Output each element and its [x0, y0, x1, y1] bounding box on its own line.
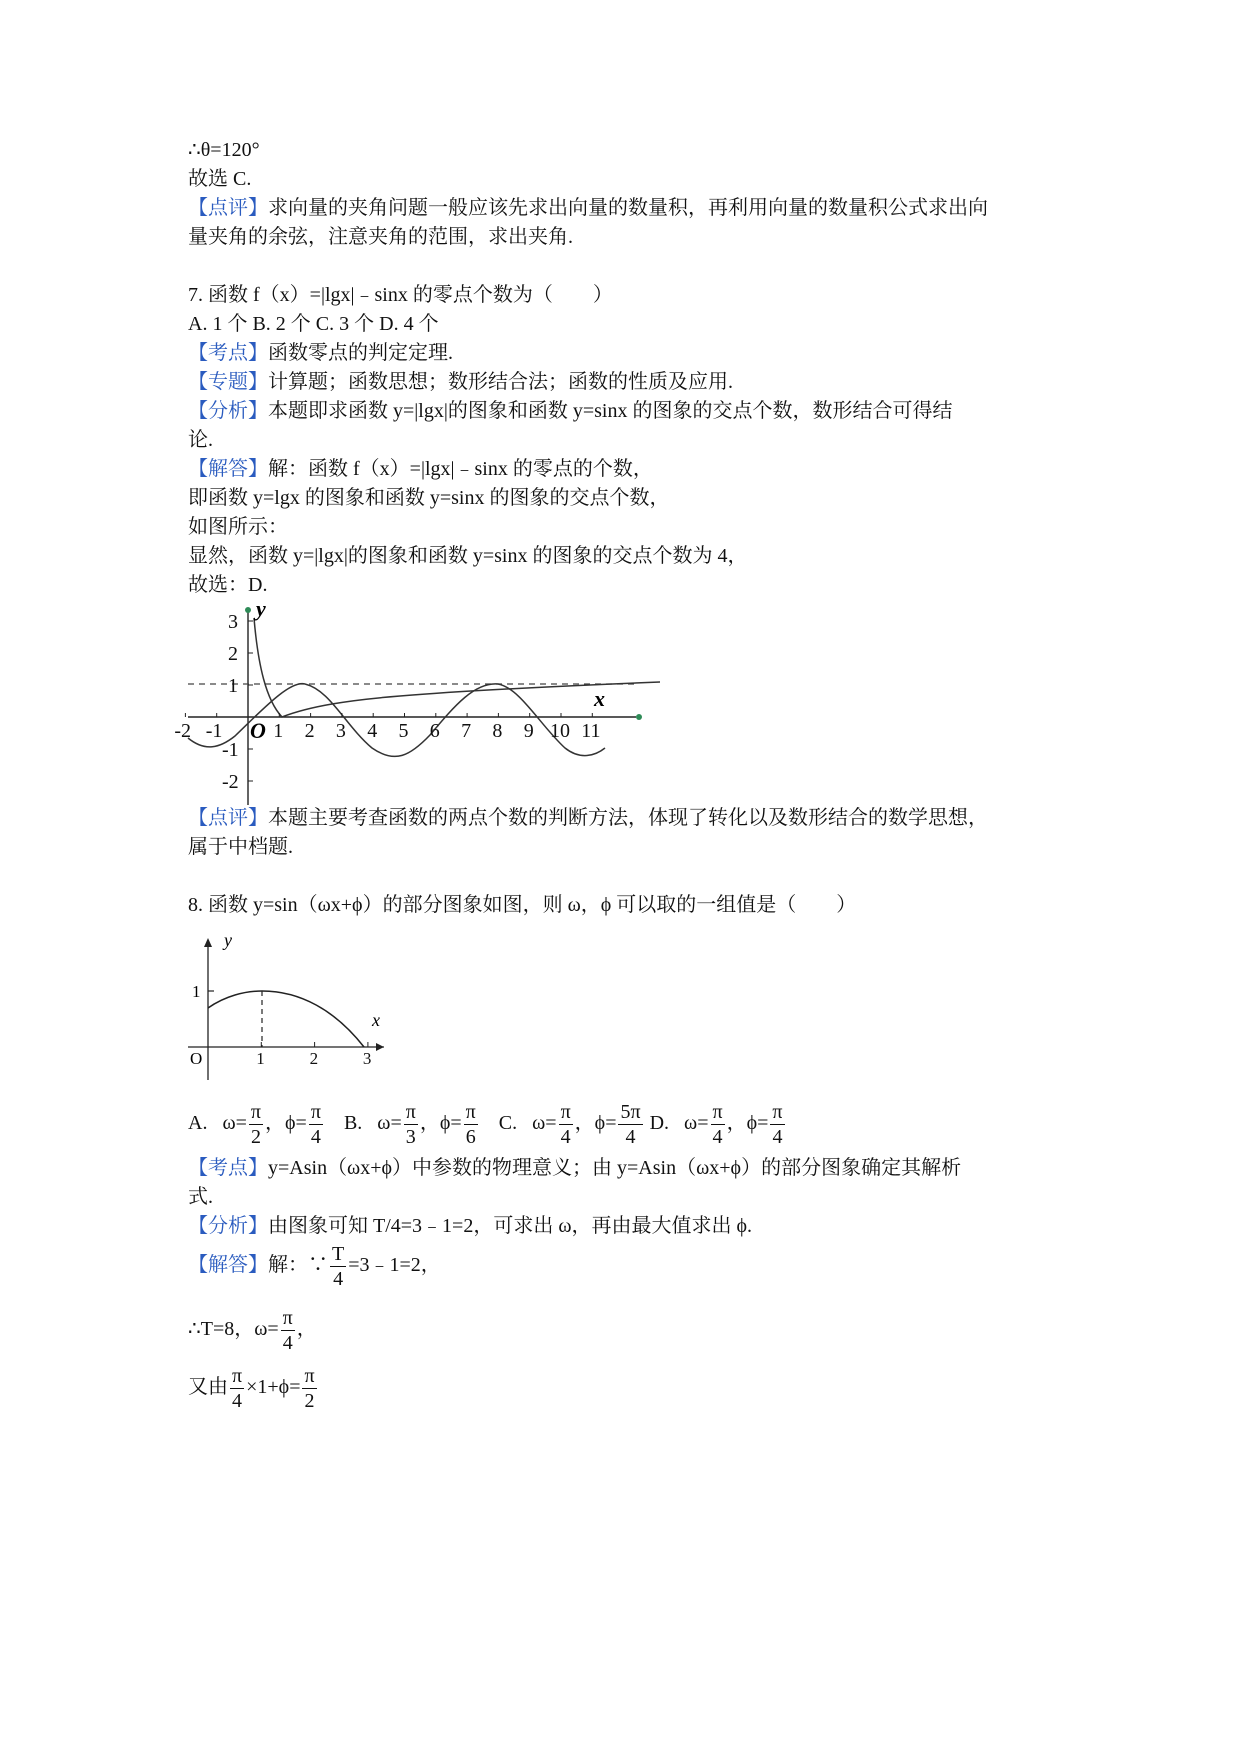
origin-label: O	[190, 1049, 203, 1068]
x-axis-label: x	[372, 1010, 380, 1030]
numerator: π	[465, 1100, 476, 1123]
fenxi-text: 由图象可知 T/4=3﹣1=2，可求出 ω，再由最大值求出 ϕ.	[268, 1215, 753, 1237]
kaodian-text: y=Asin（ωx+ϕ）中参数的物理意义；由 y=Asin（ωx+ϕ）的部分图象确定其解析	[268, 1157, 962, 1179]
x-tick-label: 1	[273, 720, 284, 742]
jieda-tag: 【解答】	[188, 1254, 268, 1276]
option-d-label: D.	[649, 1112, 670, 1134]
phi-symbol: ϕ=	[439, 1112, 462, 1134]
q8-jieda	[188, 1240, 441, 1291]
omega-symbol: ω=	[377, 1112, 402, 1134]
q7-question: 7. 函数 f（x）=|lgx|﹣sinx 的零点个数为（ ）	[188, 284, 613, 306]
numerator: π	[560, 1100, 571, 1123]
comment-text: 求向量的夹角问题一般应该先求出向量的数量积，再利用向量的数量积公式求出向	[268, 197, 988, 219]
kaodian-text: 函数零点的判定定理.	[268, 342, 453, 364]
denominator: 4	[625, 1125, 636, 1148]
dianping-text: 本题主要考查函数的两点个数的判断方法，体现了转化以及数形结合的数学思想，	[268, 807, 988, 829]
q8-fenxi	[188, 1214, 752, 1238]
jieda-text: =3﹣1=2，	[348, 1254, 441, 1276]
q8-period-line	[188, 1304, 317, 1355]
kaodian-tag: 【考点】	[188, 342, 268, 364]
x-axis-end-dot	[636, 714, 642, 720]
x-tick-label: 2	[304, 720, 315, 742]
text-line: 显然，函数 y=|lgx|的图象和函数 y=sinx 的图象的交点个数为 4，	[188, 545, 748, 567]
numerator: 5π	[620, 1100, 641, 1123]
q7-options: A. 1 个 B. 2 个 C. 3 个 D. 4 个	[188, 313, 439, 335]
zhuanti-text: 计算题；函数思想；数形结合法；函数的性质及应用.	[268, 371, 733, 393]
denominator: 4	[310, 1125, 321, 1148]
x-tick-label: 11	[581, 720, 601, 742]
fraction	[249, 1100, 263, 1149]
q8-phase-line	[188, 1362, 319, 1413]
text-line: 论.	[188, 429, 213, 451]
option-b-label: B.	[343, 1112, 363, 1134]
fraction	[559, 1100, 573, 1149]
text-line: ∴θ=120°	[188, 139, 260, 161]
fraction	[330, 1242, 346, 1291]
denominator: 4	[282, 1331, 293, 1354]
fraction	[464, 1100, 478, 1149]
comment-line	[188, 196, 988, 220]
x-tick-label: 3	[335, 720, 346, 742]
x-tick-label: -1	[205, 720, 223, 742]
x-tick-label: 6	[429, 720, 440, 742]
q7-fenxi	[188, 399, 952, 423]
comma: ，	[726, 1112, 747, 1134]
denominator: 3	[405, 1125, 416, 1148]
q7-dianping	[188, 806, 988, 830]
x-tick-label: 5	[398, 720, 409, 742]
denominator: 4	[333, 1267, 344, 1290]
q8-options	[188, 1098, 787, 1149]
fraction	[230, 1364, 244, 1413]
numerator: T	[332, 1242, 345, 1265]
zhuanti-tag: 【专题】	[188, 371, 268, 393]
comment-tag: 【点评】	[188, 197, 268, 219]
denominator: 4	[232, 1389, 243, 1412]
x-tick-label: 10	[550, 720, 570, 742]
origin-label: O	[250, 718, 266, 743]
fraction	[302, 1364, 316, 1413]
phi-symbol: ϕ=	[746, 1112, 769, 1134]
fraction	[618, 1100, 642, 1149]
comma: ，	[419, 1112, 440, 1134]
denominator: 2	[250, 1125, 261, 1148]
text-line: 属于中档题.	[188, 836, 293, 858]
kaodian-tag: 【考点】	[188, 1157, 268, 1179]
text: ×1+ϕ=	[246, 1376, 301, 1398]
q7-jieda	[188, 457, 653, 481]
jieda-text: 解：∵	[268, 1254, 328, 1276]
denominator: 2	[304, 1389, 315, 1412]
fraction	[711, 1100, 725, 1149]
text-line: 故选 C.	[188, 168, 252, 190]
y-tick-label: 1	[192, 982, 201, 1001]
fenxi-text: 本题即求函数 y=|lgx|的图象和函数 y=sinx 的图象的交点个数，数形结合可得结	[268, 400, 953, 422]
q8-graph	[180, 925, 400, 1085]
denominator: 4	[772, 1125, 783, 1148]
x-tick-label: 7	[461, 720, 472, 742]
fenxi-tag: 【分析】	[188, 400, 268, 422]
numerator: π	[712, 1100, 723, 1123]
text-line: 量夹角的余弦，注意夹角的范围，求出夹角.	[188, 226, 573, 248]
q8-question: 8. 函数 y=sin（ωx+ϕ）的部分图象如图，则 ω，ϕ 可以取的一组值是（ ）	[188, 894, 857, 916]
text-line: 式.	[188, 1186, 213, 1208]
y-tick-label: 1	[228, 675, 238, 697]
numerator: π	[282, 1306, 293, 1329]
phi-symbol: ϕ=	[285, 1112, 307, 1134]
numerator: π	[310, 1100, 321, 1123]
numerator: π	[405, 1100, 416, 1123]
sine-curve	[208, 991, 364, 1047]
y-tick-label: -2	[222, 771, 239, 793]
x-tick-label: 9	[523, 720, 534, 742]
x-axis-label: x	[594, 686, 605, 711]
y-axis-end-dot	[245, 607, 251, 613]
text: ，	[296, 1318, 317, 1340]
x-tick-label: 4	[367, 720, 378, 742]
comma: ，	[574, 1112, 595, 1134]
option-a-label: A.	[188, 1112, 208, 1134]
jieda-tag: 【解答】	[188, 458, 268, 480]
x-tick-label: 3	[362, 1049, 372, 1068]
fraction	[281, 1306, 295, 1355]
comma: ，	[265, 1112, 286, 1134]
q7-graph	[174, 596, 720, 810]
denominator: 6	[465, 1125, 476, 1148]
text-line: 即函数 y=lgx 的图象和函数 y=sinx 的图象的交点个数，	[188, 487, 670, 509]
fraction	[770, 1100, 784, 1149]
text-line: 如图所示：	[188, 516, 288, 538]
text: 又由	[188, 1376, 228, 1398]
numerator: π	[304, 1364, 315, 1387]
text-line: 故选：D.	[188, 574, 268, 596]
denominator: 4	[712, 1125, 723, 1148]
numerator: π	[772, 1100, 783, 1123]
y-tick-label: 2	[228, 643, 238, 665]
y-axis-label: y	[256, 596, 266, 621]
fraction	[404, 1100, 418, 1149]
x-tick-label: 2	[309, 1049, 319, 1068]
x-tick-label: 8	[492, 720, 503, 742]
q7-kaodian	[188, 341, 453, 365]
x-tick-label: -2	[174, 720, 192, 742]
fraction	[309, 1100, 323, 1149]
q8-kaodian	[188, 1156, 961, 1180]
x-tick-label: 1	[256, 1049, 265, 1068]
q7-zhuanti	[188, 370, 733, 394]
jieda-text: 解：函数 f（x）=|lgx|﹣sinx 的零点的个数，	[268, 458, 653, 480]
fenxi-tag: 【分析】	[188, 1215, 268, 1237]
denominator: 4	[560, 1125, 571, 1148]
numerator: π	[250, 1100, 262, 1123]
text: ∴T=8，ω=	[188, 1318, 279, 1340]
option-c-label: C.	[498, 1112, 518, 1134]
y-axis-arrow	[204, 938, 212, 947]
y-axis-label: y	[224, 930, 232, 950]
phi-symbol: ϕ=	[594, 1112, 617, 1134]
dianping-tag: 【点评】	[188, 807, 268, 829]
y-tick-label: 3	[228, 611, 238, 633]
y-tick-label: -1	[222, 739, 239, 761]
x-axis-arrow	[376, 1043, 384, 1051]
omega-symbol: ω=	[532, 1112, 557, 1134]
numerator: π	[232, 1364, 243, 1387]
omega-symbol: ω=	[684, 1112, 709, 1134]
omega-symbol: ω=	[222, 1112, 247, 1134]
